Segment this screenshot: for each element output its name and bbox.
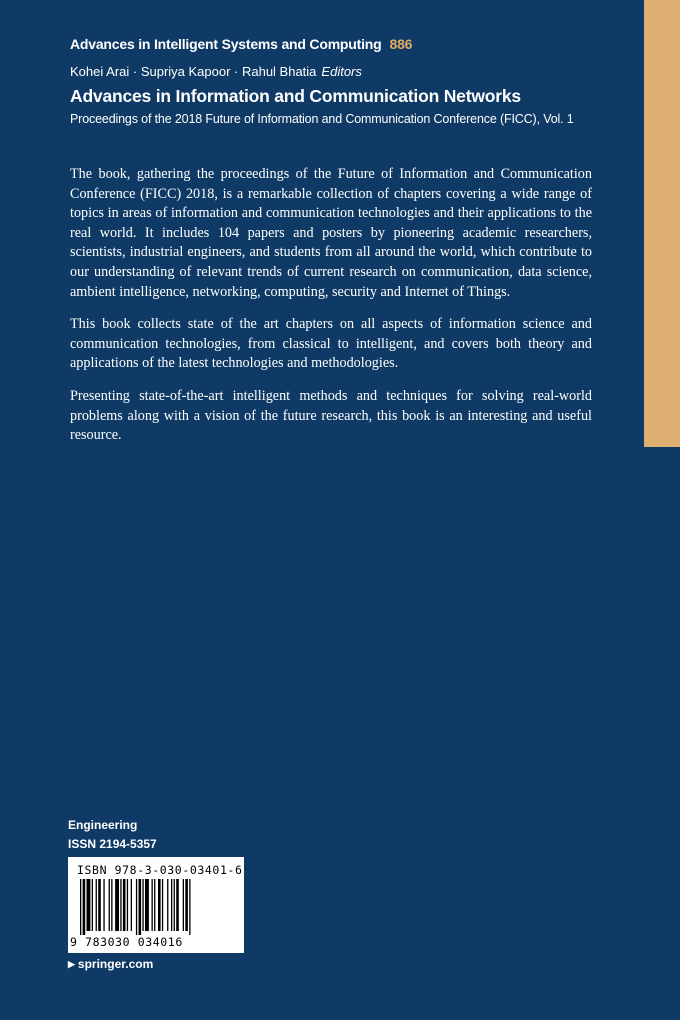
barcode-bar <box>123 879 126 931</box>
editor-names: Kohei Arai · Supriya Kapoor · Rahul Bhatia <box>70 64 317 79</box>
website-label: springer.com <box>77 957 154 971</box>
barcode-bar <box>80 879 81 935</box>
barcode-bar <box>162 879 163 931</box>
barcode-bar <box>142 879 143 931</box>
barcode-bar <box>83 879 86 935</box>
editors-role: Editors <box>321 64 362 79</box>
editors-line <box>70 64 362 79</box>
issn-number: ISSN 2194-5357 <box>68 837 157 851</box>
barcode-bar <box>145 879 149 931</box>
barcode-bar <box>167 879 168 931</box>
barcode-bar <box>154 879 155 931</box>
barcode-digits: 9 783030 034016 <box>70 935 183 949</box>
series-volume-number: 886 <box>389 36 413 52</box>
book-title: Advances in Information and Communication Networks <box>70 86 521 106</box>
barcode-bar <box>183 879 184 931</box>
barcode-bar <box>111 879 112 931</box>
barcode-bar <box>171 879 172 931</box>
barcode-bar <box>174 879 175 931</box>
description-paragraph: This book collects state of the art chapters on all aspects of information science and communication technologies, from classical to intelligent, and covers both theory and applications of the latest technologies and methodologies. <box>70 316 592 372</box>
barcode-bar <box>120 879 121 931</box>
description-paragraph: Presenting state-of-the-art intelligent methods and techniques for solving real-world problems along with a vision of the future research, this book is an interesting and useful resource. <box>70 387 592 444</box>
barcode-bar <box>92 879 93 931</box>
barcode-bar <box>115 879 119 931</box>
description-paragraph: The book, gathering the proceedings of the Future of Information and Communication Conference (FICC) 2018, is a remarkable collection of chapters covering a wide range of topics in areas of information and communication technologies and their applications to the real world. It includes 104 papers and posters by pioneering academic researchers, scientists, industrial engineers, and students from all around the world, which contribute to our understanding of relevant trends of current research on communication, data science, ambient intelligence, networking, computing, security and Internet of Things. <box>70 166 592 300</box>
series-name: Advances in Intelligent Systems and Computing <box>70 36 382 52</box>
publisher-website[interactable] <box>68 957 153 971</box>
barcode-bar <box>127 879 128 931</box>
barcode-bar <box>136 879 137 935</box>
barcode-bar <box>139 879 142 935</box>
barcode-bar <box>185 879 188 931</box>
subject-category: Engineering <box>68 818 138 832</box>
barcode-bar <box>109 879 110 931</box>
triangle-right-icon: ▶ <box>68 959 75 969</box>
barcode-bars <box>80 879 232 935</box>
barcode-bar <box>152 879 153 931</box>
barcode-bar <box>189 879 190 935</box>
side-color-strip <box>644 0 680 447</box>
barcode-bar <box>158 879 161 931</box>
barcode-bar <box>87 879 91 931</box>
barcode-bar <box>131 879 132 931</box>
barcode-bar <box>176 879 179 931</box>
series-heading <box>70 36 412 52</box>
book-subtitle: Proceedings of the 2018 Future of Information and Communication Conference (FICC), Vol. 1 <box>70 112 574 126</box>
barcode-bar <box>103 879 104 931</box>
barcode-bar <box>96 879 97 931</box>
isbn-label: ISBN 978-3-030-03401-6 <box>77 863 243 877</box>
isbn-barcode <box>68 857 244 953</box>
barcode-bar <box>98 879 101 931</box>
book-description <box>70 165 592 459</box>
